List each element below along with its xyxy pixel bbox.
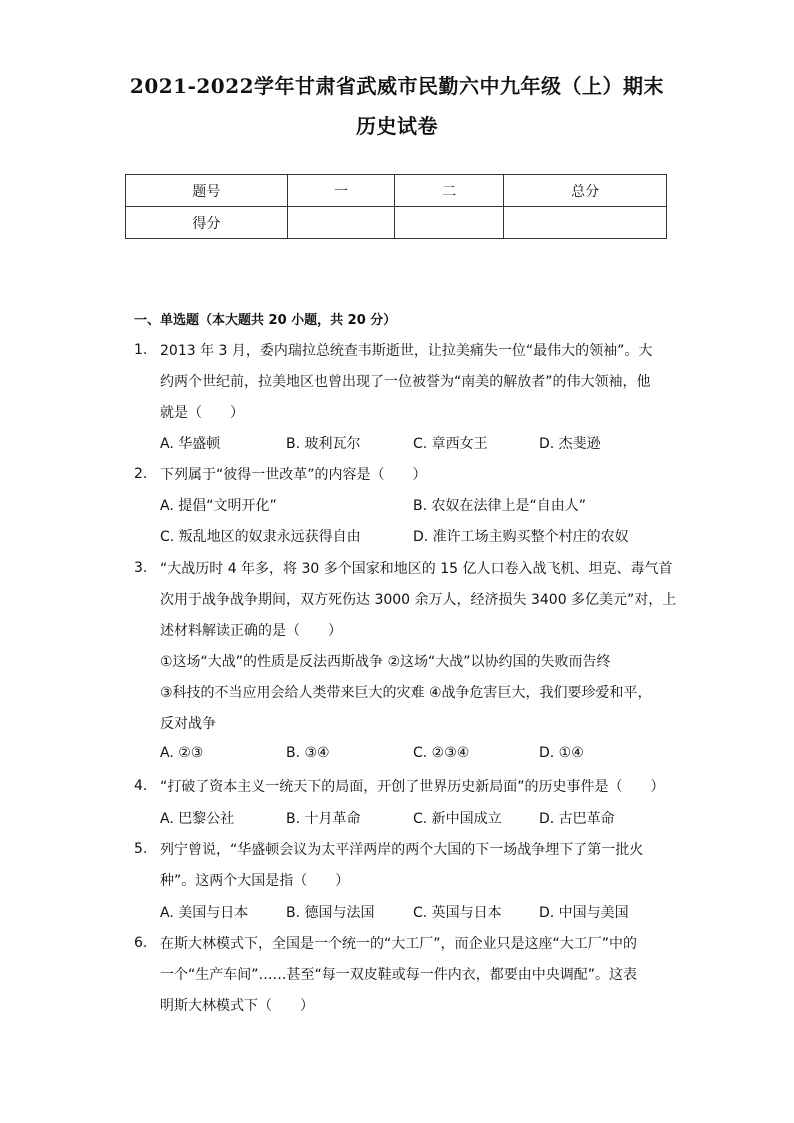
question-number: 3.	[134, 560, 148, 576]
table-cell: 二	[395, 175, 504, 207]
table-cell: 一	[287, 175, 395, 207]
table-cell	[287, 207, 395, 239]
option-a: A. 华盛顿	[160, 436, 221, 452]
option-c: C. 叛乱地区的奴隶永远获得自由	[160, 529, 361, 545]
option-c: C. ②③④	[413, 745, 470, 761]
page-title: 2021-2022学年甘肃省武威市民勤六中九年级（上）期末	[129, 74, 665, 98]
question-text: 下列属于“彼得一世改革”的内容是（ ）	[160, 467, 427, 483]
table-cell: 总分	[504, 175, 667, 207]
question-text: 种”。这两个大国是指（ ）	[160, 873, 350, 889]
question-text: 约两个世纪前，拉美地区也曾出现了一位被誉为“南美的解放者”的伟大领袖，他	[160, 374, 651, 390]
question-text: “大战历时 4 年多，将 30 多个国家和地区的 15 亿人口卷入战飞机、坦克、毒气首	[160, 561, 673, 577]
question-number: 6.	[134, 935, 148, 951]
option-a: A. 美国与日本	[160, 905, 249, 921]
question-text: ①这场“大战”的性质是反法西斯战争 ②这场“大战”以协约国的失败而告终	[160, 654, 611, 670]
question-text: 明斯大林模式下（ ）	[160, 998, 314, 1014]
question-number: 2.	[134, 466, 148, 482]
question-text: “打破了资本主义一统天下的局面，开创了世界历史新局面”的历史事件是（ ）	[160, 779, 665, 795]
option-d: D. 准许工场主购买整个村庄的农奴	[413, 529, 629, 545]
question-text: 在斯大林模式下，全国是一个统一的“大工厂”，而企业只是这座“大工厂”中的	[160, 936, 638, 952]
table-row	[126, 175, 667, 207]
score-table	[125, 174, 667, 239]
table-cell	[504, 207, 667, 239]
option-b: B. 农奴在法律上是“自由人”	[413, 498, 587, 514]
question-number: 4.	[134, 778, 148, 794]
question-number: 5.	[134, 841, 148, 857]
table-cell: 题号	[126, 175, 288, 207]
page-subtitle: 历史试卷	[356, 114, 438, 138]
question-text: 一个“生产车间”……甚至“每一双皮鞋或每一件内衣，都要由中央调配”。这表	[160, 967, 638, 983]
question-text: 次用于战争战争期间，双方死伤达 3000 余万人，经济损失 3400 多亿美元”对，上	[160, 592, 677, 608]
option-d: D. 杰斐逊	[539, 436, 601, 452]
table-row	[126, 207, 667, 239]
option-b: B. 德国与法国	[286, 905, 375, 921]
option-d: D. ①④	[539, 745, 584, 761]
question-text: 列宁曾说，“华盛顿会议为太平洋两岸的两个大国的下一场战争埋下了第一批火	[160, 842, 644, 858]
table-cell	[395, 207, 504, 239]
option-b: B. ③④	[286, 745, 330, 761]
question-text: 2013 年 3 月，委内瑞拉总统查韦斯逝世，让拉美痛失一位“最伟大的领袖”。大	[160, 343, 653, 359]
option-d: D. 中国与美国	[539, 905, 629, 921]
question-text: ③科技的不当应用会给人类带来巨大的灾难 ④战争危害巨大，我们要珍爱和平，	[160, 685, 652, 701]
option-c: C. 新中国成立	[413, 811, 502, 827]
option-d: D. 古巴革命	[539, 811, 615, 827]
question-text: 就是（ ）	[160, 405, 244, 421]
table-cell: 得分	[126, 207, 288, 239]
question-text: 反对战争	[160, 716, 216, 732]
option-c: C. 章西女王	[413, 436, 488, 452]
option-a: A. 巴黎公社	[160, 811, 235, 827]
section-title: 一、单选题（本大题共 20 小题，共 20 分）	[134, 313, 397, 328]
question-text: 述材料解读正确的是（ ）	[160, 623, 342, 639]
option-c: C. 英国与日本	[413, 905, 502, 921]
option-a: A. ②③	[160, 745, 204, 761]
question-number: 1.	[134, 342, 148, 358]
option-b: B. 十月革命	[286, 811, 361, 827]
option-a: A. 提倡“文明开化”	[160, 498, 277, 514]
option-b: B. 玻利瓦尔	[286, 436, 361, 452]
